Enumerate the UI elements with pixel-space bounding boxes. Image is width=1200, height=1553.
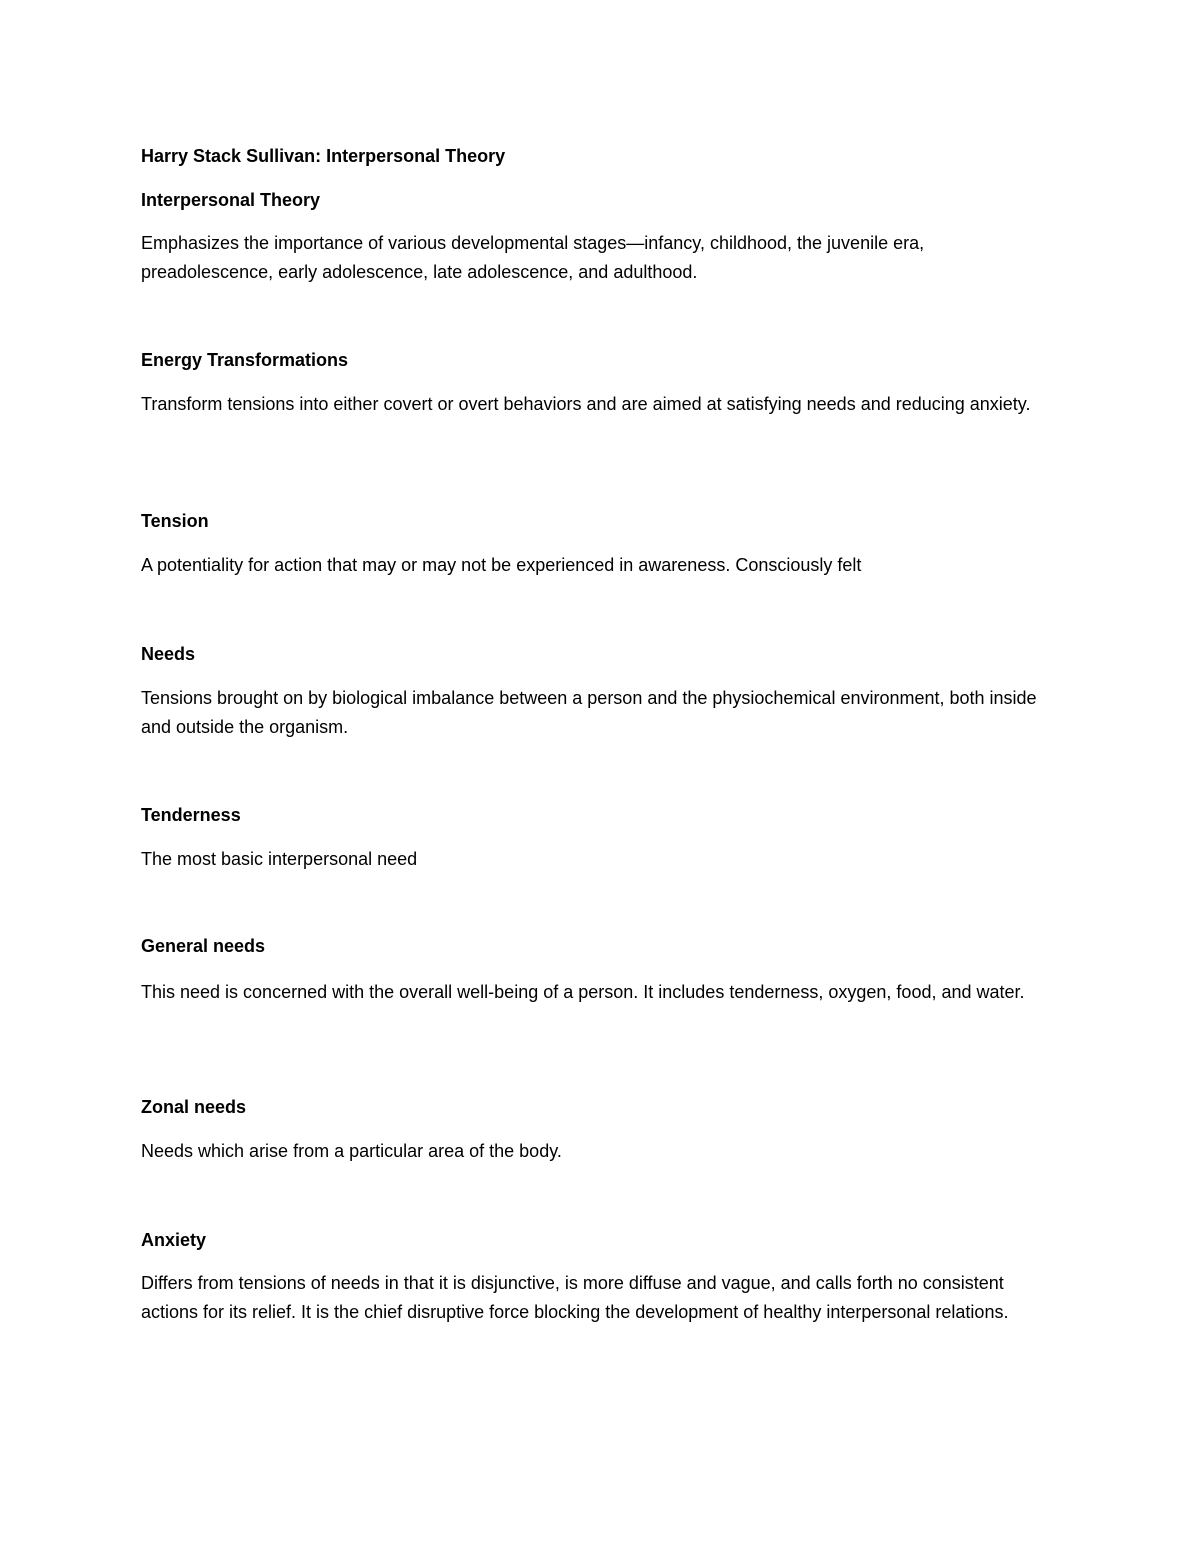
section-body-zonal-needs: Needs which arise from a particular area of the body. (141, 1141, 562, 1161)
section-body-interpersonal-theory: Emphasizes the importance of various developmental stages—infancy, childhood, the juvenile era, preadolescence, early adolescence, late adolescence, and adulthood. (141, 233, 925, 282)
section-heading-tension: Tension (141, 511, 209, 531)
section-body-tenderness: The most basic interpersonal need (141, 849, 418, 869)
section-body-tension: A potentiality for action that may or may not be experienced in awareness. Consciously felt (141, 555, 862, 575)
section-heading-energy-transformations: Energy Transformations (141, 350, 349, 370)
section-heading-general-needs: General needs (141, 936, 266, 956)
section-heading-anxiety: Anxiety (141, 1230, 207, 1250)
document-title: Harry Stack Sullivan: Interpersonal Theory (141, 146, 506, 166)
section-heading-interpersonal-theory: Interpersonal Theory (141, 190, 321, 210)
section-heading-zonal-needs: Zonal needs (141, 1097, 247, 1117)
section-body-general-needs: This need is concerned with the overall well-being of a person. It includes tenderness, oxygen, food, and water. (141, 982, 1025, 1002)
section-body-anxiety: Differs from tensions of needs in that it is disjunctive, is more diffuse and vague, and calls forth no consistent actions for its relief. It is the chief disruptive force blocking the development of healthy interpersonal relations. (141, 1273, 1009, 1322)
section-heading-needs: Needs (141, 644, 196, 664)
section-heading-tenderness: Tenderness (141, 805, 241, 825)
section-body-energy-transformations: Transform tensions into either covert or overt behaviors and are aimed at satisfying needs and reducing anxiety. (141, 394, 1031, 414)
section-body-needs: Tensions brought on by biological imbalance between a person and the physiochemical environment, both inside and outside the organism. (141, 688, 1037, 737)
